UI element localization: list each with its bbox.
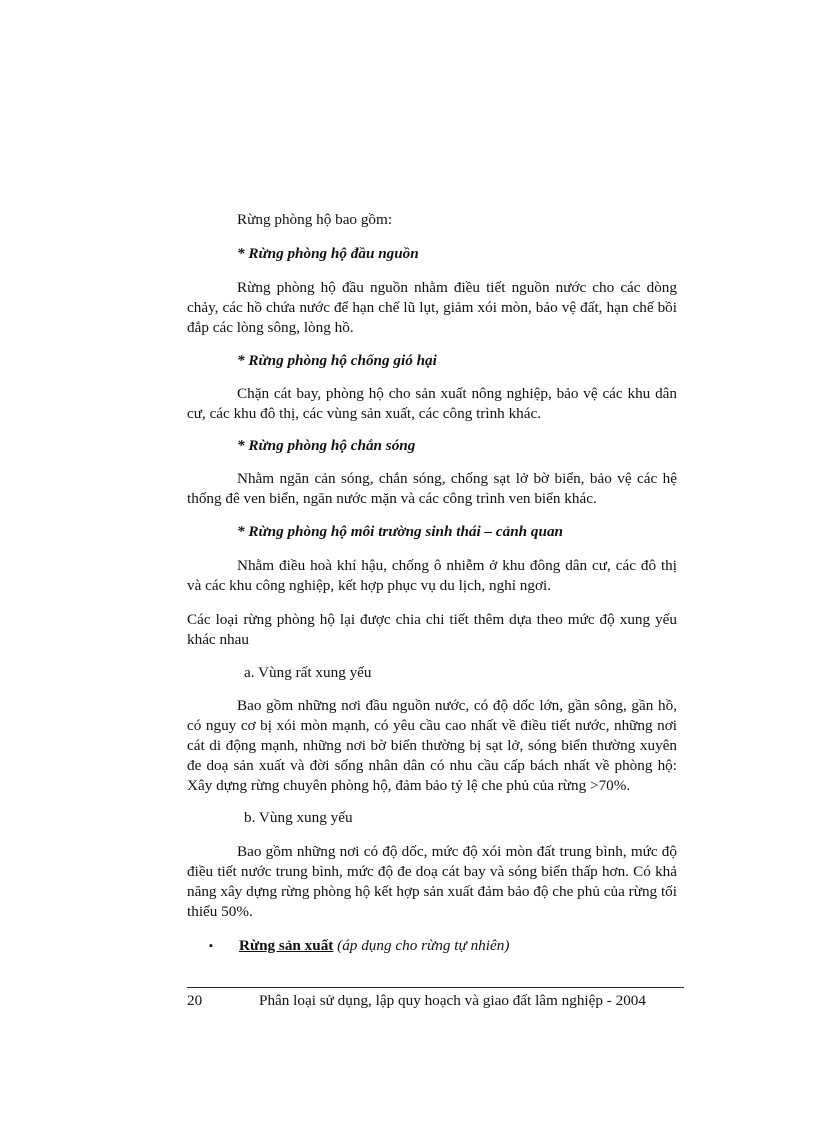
paragraph-chan-song: Nhằm ngăn cản sóng, chắn sóng, chống sạt lở bờ biển, bảo vệ các hệ thống đê ven biển, ngăn nước mặn và các công trình ven biển khác. [187, 470, 677, 507]
paragraph-muc-do-xung-yeu: Các loại rừng phòng hộ lại được chia chi tiết thêm dựa theo mức độ xung yếu khác nhau [187, 611, 677, 648]
square-bullet-icon: ▪ [209, 940, 213, 952]
footer-title: Phân loại sử dụng, lập quy hoạch và giao đất lâm nghiệp - 2004 [259, 992, 646, 1009]
subheading-vung-xung-yeu: b. Vùng xung yếu [244, 809, 353, 826]
paragraph-moi-truong: Nhằm điều hoà khí hậu, chống ô nhiễm ở khu đông dân cư, các đô thị và các khu công nghiệp, kết hợp phục vụ du lịch, nghỉ ngơi. [187, 557, 677, 594]
subheading-vung-rat-xung-yeu: a. Vùng rất xung yếu [244, 664, 372, 681]
page-number: 20 [187, 992, 203, 1009]
bullet-rung-san-xuat [187, 936, 677, 956]
bullet-note: (áp dụng cho rừng tự nhiên) [333, 937, 510, 954]
paragraph-vung-rat-xung-yeu: Bao gồm những nơi đầu nguồn nước, có độ dốc lớn, gần sông, gần hồ, có nguy cơ bị xói mòn mạnh, có yêu cầu cao nhất về điều tiết nước, những nơi cát di động mạnh, những nơi bờ biển thường bị sạt lở, sóng biển thường xuyên đe doạ sản xuất và đời sống nhân dân có nhu cầu cấp bách nhất về phòng hộ: Xây dựng rừng chuyên phòng hộ, đảm bảo tỷ lệ che phủ của rừng >70%. [187, 697, 677, 794]
heading-chong-gio-hai: * Rừng phòng hộ chống gió hại [237, 352, 437, 369]
paragraph-dau-nguon: Rừng phòng hộ đầu nguồn nhằm điều tiết nguồn nước cho các dòng chảy, các hồ chứa nước để hạn chế lũ lụt, giảm xói mòn, bảo vệ đất, hạn chế bồi đắp các lòng sông, lòng hồ. [187, 279, 677, 336]
paragraph-vung-xung-yeu: Bao gồm những nơi có độ dốc, mức độ xói mòn đất trung bình, mức độ điều tiết nước trung bình, mức độ đe doạ cát bay và sóng biển thấp hơn. Có khả năng xây dựng rừng phòng hộ kết hợp sản xuất đảm bảo độ che phủ của rừng tối thiểu 50%. [187, 843, 677, 920]
bullet-title: Rừng sản xuất [239, 937, 334, 954]
page-body [187, 210, 677, 956]
footer-divider [187, 987, 684, 988]
heading-moi-truong: * Rừng phòng hộ môi trường sinh thái – cảnh quan [237, 523, 563, 540]
heading-dau-nguon: * Rừng phòng hộ đầu nguồn [237, 245, 419, 262]
intro-text: Rừng phòng hộ bao gồm: [237, 211, 393, 228]
heading-chan-song: * Rừng phòng hộ chắn sóng [237, 437, 416, 454]
paragraph-chong-gio-hai: Chặn cát bay, phòng hộ cho sản xuất nông nghiệp, bảo vệ các khu dân cư, các khu đô thị, các vùng sản xuất, các công trình khác. [187, 385, 677, 422]
